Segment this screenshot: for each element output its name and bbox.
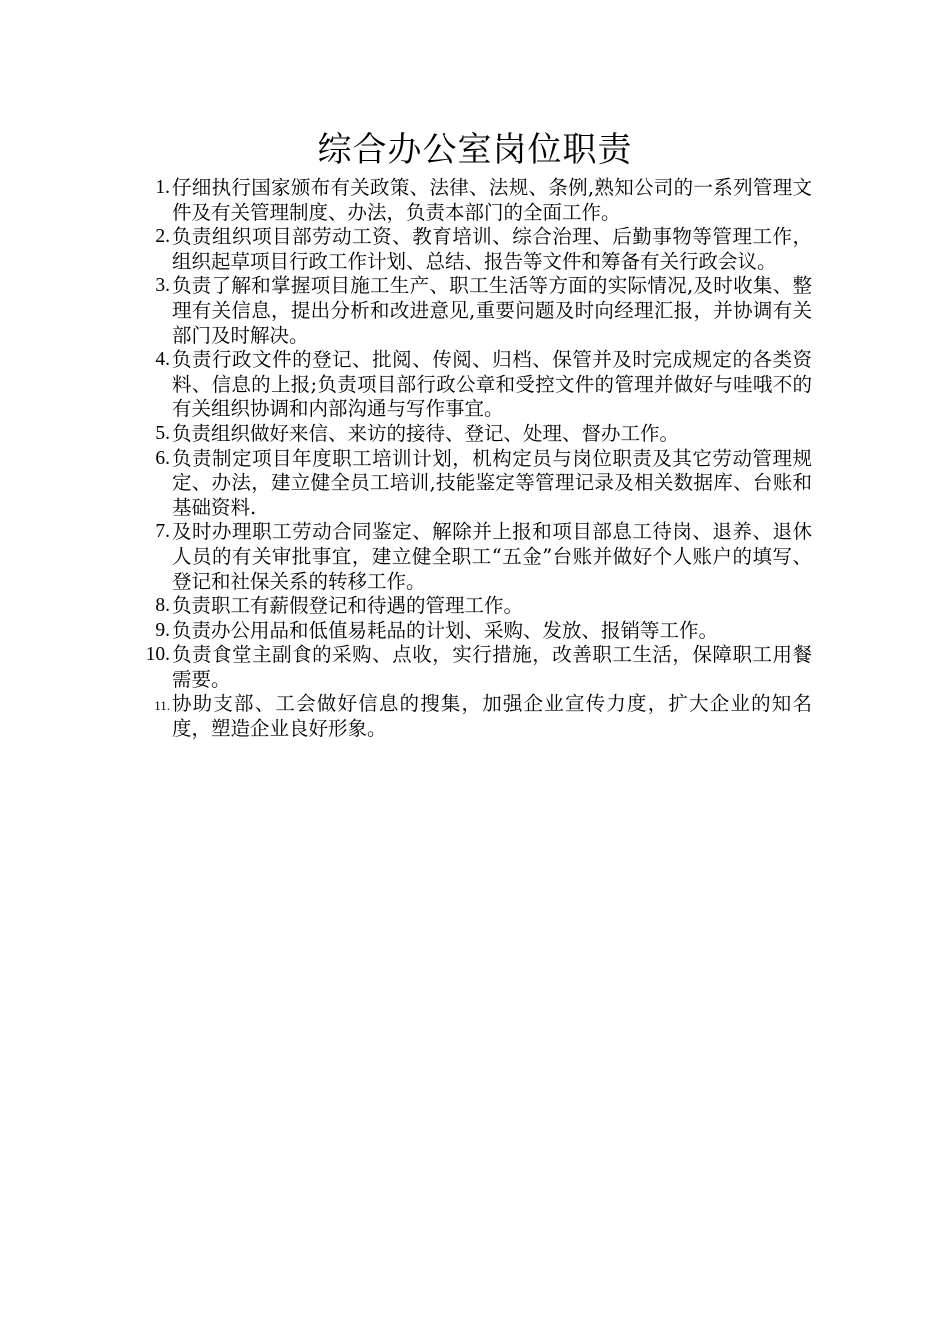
list-item-text: 及时办理职工劳动合同鉴定、解除并上报和项目部息工待岗、退养、退休人员的有关审批事宜，建立健全职工“五金”台账并做好个人账户的填写、登记和社保关系的转移工作。 [172,520,812,593]
list-item-text: 负责组织项目部劳动工资、教育培训、综合治理、后勤事物等管理工作，组织起草项目行政工作计划、总结、报告等文件和筹备有关行政会议。 [172,225,812,273]
list-item-number: 8. [155,595,170,617]
list-item-text: 负责制定项目年度职工培训计划，机构定员与岗位职责及其它劳动管理规定、办法，建立健全员工培训,技能鉴定等管理记录及相关数据库、台账和基础资料. [172,446,812,519]
list-item [140,422,812,447]
list-item-number: 2. [155,226,170,248]
list-item-text: 仔细执行国家颁布有关政策、法律、法规、条例,熟知公司的一系列管理文件及有关管理制度、办法，负责本部门的全面工作。 [172,176,812,224]
list-item-number: 9. [155,619,170,641]
list-item [140,619,812,644]
document-title: 综合办公室岗位职责 [317,130,633,170]
list-item [140,692,812,741]
list-item [140,225,812,274]
list-item-number: 1. [155,177,170,198]
list-item [140,594,812,619]
list-item-text: 负责办公用品和低值易耗品的计划、采购、发放、报销等工作。 [172,618,719,642]
list-item [140,643,812,692]
list-item-number: 5. [155,422,170,444]
list-item [140,274,812,348]
list-item-text: 负责食堂主副食的采购、点收，实行措施，改善职工生活，保障职工用餐需要。 [172,643,812,691]
list-item-number: 10. [145,644,170,666]
list-item-number: 6. [155,447,170,469]
list-item-text: 负责职工有薪假登记和待遇的管理工作。 [172,594,524,618]
list-item-number: 11. [154,698,170,714]
list-item-text: 负责行政文件的登记、批阅、传阅、归档、保管并及时完成规定的各类资料、信息的上报;负责项目部行政公章和受控文件的管理并做好与哇哦不的有关组织协调和内部沟通与写作事宜。 [172,348,812,421]
list-item [140,520,812,594]
list-item [140,447,812,521]
list-item-number: 7. [155,521,170,543]
list-item-number: 3. [155,275,170,297]
list-item-text: 协助支部、工会做好信息的搜集，加强企业宣传力度，扩大企业的知名度，塑造企业良好形象。 [172,692,812,741]
duty-list [140,176,812,742]
list-item-number: 4. [155,349,170,371]
list-item-text: 负责了解和掌握项目施工生产、职工生活等方面的实际情况,及时收集、整理有关信息，提出分析和改进意见,重要问题及时向经理汇报，并协调有关部门及时解决。 [172,274,812,347]
list-item [140,176,812,225]
list-item [140,348,812,422]
list-item-text: 负责组织做好来信、来访的接待、登记、处理、督办工作。 [172,421,680,445]
